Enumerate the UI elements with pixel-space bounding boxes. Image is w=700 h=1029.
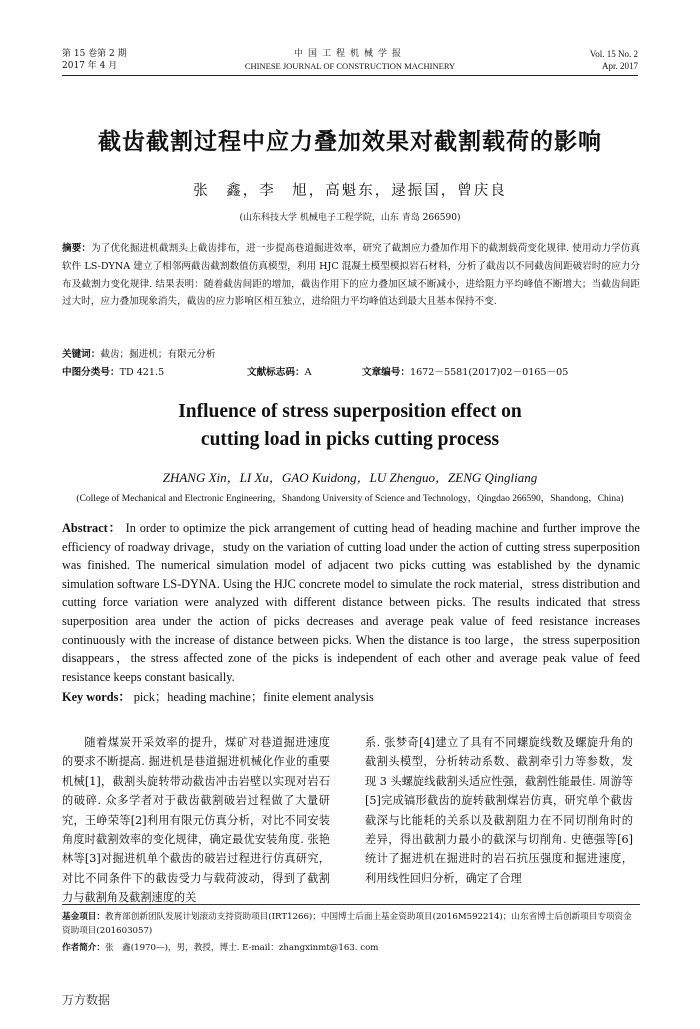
keywords-cn-text: 截齿；掘进机；有限元分析 xyxy=(100,349,216,360)
header-divider xyxy=(62,75,638,76)
keywords-en-label: Key words： xyxy=(62,690,131,704)
article-number xyxy=(362,364,568,381)
header-journal xyxy=(62,48,638,72)
abstract-en-text: In order to optimize the pick arrangement of cutting head of heading machine and further improve the efficiency of roadway drivage，study on the variation of cutting load under the action of cutting stress superposition was finished. The numerical simulation model of adjacent two picks cutting was established by the dynamic simulation software LS-DYNA. Using the HJC concrete model to simulate the rock material，stress distribution and cutting force variation were analyzed with different distance between picks. The results indicated that stress superposition area under the action of picks decreases and average peak value of feed resistance increases continuously with the increase of distance between picks. When the distance is too large，the stress superposition disappears，the stress affected zone of the picks is independent of each other and average peak value of feed resistance keeps constant basically. xyxy=(62,521,640,684)
header-date-cn: 2017 年 4 月 xyxy=(62,61,118,71)
header-volume-cn: 第 15 卷第 2 期 xyxy=(62,49,127,59)
affiliation-cn: (山东科技大学 机械电子工程学院，山东 青岛 266590) xyxy=(239,213,461,223)
running-header xyxy=(62,48,638,74)
body-column-right: 系. 张梦奇[4]建立了具有不同螺旋线数及螺旋升角的截割头模型，分析转动系数、截割牵引力等参数，发现 3 头螺旋线截割头适应性强，截割性能最佳. 周游等[5]完成镐形截齿的旋转截割煤岩仿真，研究单个截齿截深与比能耗的关系以及截割阻力在不同切削角时的差异，得出截割力最小的截深与切削角. 史德强等[6]统计了掘进机在掘进时的岩石抗压强度和掘进速度，利用线性回归分析，确定了合理 xyxy=(365,736,633,885)
watermark-text: 万方数据 xyxy=(62,993,111,1007)
fund-label: 基金项目： xyxy=(62,912,105,922)
header-date-en: Apr. 2017 xyxy=(602,61,638,71)
header-volume-en: Vol. 15 No. 2 xyxy=(589,49,638,59)
journal-name-en: CHINESE JOURNAL OF CONSTRUCTION MACHINERY xyxy=(244,61,456,71)
author-bio-label: 作者简介： xyxy=(62,943,105,953)
keywords-en-text: pick；heading machine；finite element analysis xyxy=(133,690,374,704)
footnote-author xyxy=(62,941,640,955)
article-number-value: 1672－5581(2017)02－0165－05 xyxy=(409,367,569,378)
clc-label: 中图分类号： xyxy=(62,367,120,378)
title-en xyxy=(0,398,700,454)
document-code xyxy=(247,364,312,381)
journal-name-cn: 中国工程机械学报 xyxy=(293,49,406,59)
affiliation-en: (College of Mechanical and Electronic Engineering，Shandong University of Science and Technology，Qingdao 266590，Shandong，China) xyxy=(76,494,624,504)
keywords-cn xyxy=(62,346,640,363)
keywords-cn-label: 关键词： xyxy=(62,349,101,360)
footnote-fund xyxy=(62,910,640,938)
keywords-en xyxy=(62,688,640,706)
title-cn: 截齿截割过程中应力叠加效果对截割载荷的影响 xyxy=(98,129,602,155)
article-number-label: 文章编号： xyxy=(362,367,410,378)
title-en-line1: Influence of stress superposition effect on xyxy=(178,401,522,422)
abstract-cn xyxy=(62,240,640,311)
abstract-cn-label: 摘要： xyxy=(62,243,92,254)
author-bio-text: 张 鑫(1970—)，男，教授，博士. E-mail：zhangxinmt@163. com xyxy=(104,943,379,953)
title-en-line2: cutting load in picks cutting process xyxy=(200,429,500,450)
authors-cn: 张 鑫，李 旭，高魁东，逯振国，曾庆良 xyxy=(193,183,507,199)
doc-code-label: 文献标志码： xyxy=(247,367,305,378)
fund-text: 教育部创新团队发展计划滚动支持资助项目(IRT1266)；中国博士后面上基金资助项目(2016M592214)；山东省博士后创新项目专项资金资助项目(201603057) xyxy=(62,912,632,936)
abstract-en xyxy=(62,519,640,686)
abstract-cn-text: 为了优化掘进机截割头上截齿排布，进一步提高巷道掘进效率，研究了截割应力叠加作用下的截割载荷变化规律. 使用动力学仿真软件 LS-DYNA 建立了相邻两截齿截割数值仿真模型，利用 HJC 混凝土模型模拟岩石材料，分析了截齿以不同截齿间距破岩时的应力分布及截割力变化规律. 结果表明：随着截齿间距的增加，截齿作用下的应力叠加区域不断减小，进给阻力平均峰值不断增大；当截齿间距过大时，应力叠加现象消失，截齿的应力影响区相互独立，进给阻力平均峰值达到最大且基本保持不变. xyxy=(62,243,641,308)
clc-number xyxy=(62,364,164,381)
abstract-en-label: Abstract： xyxy=(62,521,122,535)
clc-value: TD 421.5 xyxy=(119,367,165,378)
footnote-divider xyxy=(62,904,640,905)
doc-code-value: A xyxy=(304,367,312,378)
authors-en: ZHANG Xin，LI Xu，GAO Kuidong，LU Zhenguo，ZENG Qingliang xyxy=(162,470,538,485)
body-column-left: 随着煤炭开采效率的提升，煤矿对巷道掘进速度的要求不断提高. 掘进机是巷道掘进机械化作业的重要机械[1]，截割头旋转带动截齿冲击岩壁以实现对岩石的破碎. 众多学者对于截齿截割破岩过程做了大量研究，王峥荣等[2]利用有限元仿真分析，对比不同安装角度时截割效率的变化规律，确定最优安装角度. 张艳林等[3]对掘进机单个截齿的破岩过程进行仿真研究，对比不同条件下的截齿受力与载荷波动，得到了截割力与截割角及截割速度的关 xyxy=(62,736,330,905)
header-volume xyxy=(590,48,638,72)
